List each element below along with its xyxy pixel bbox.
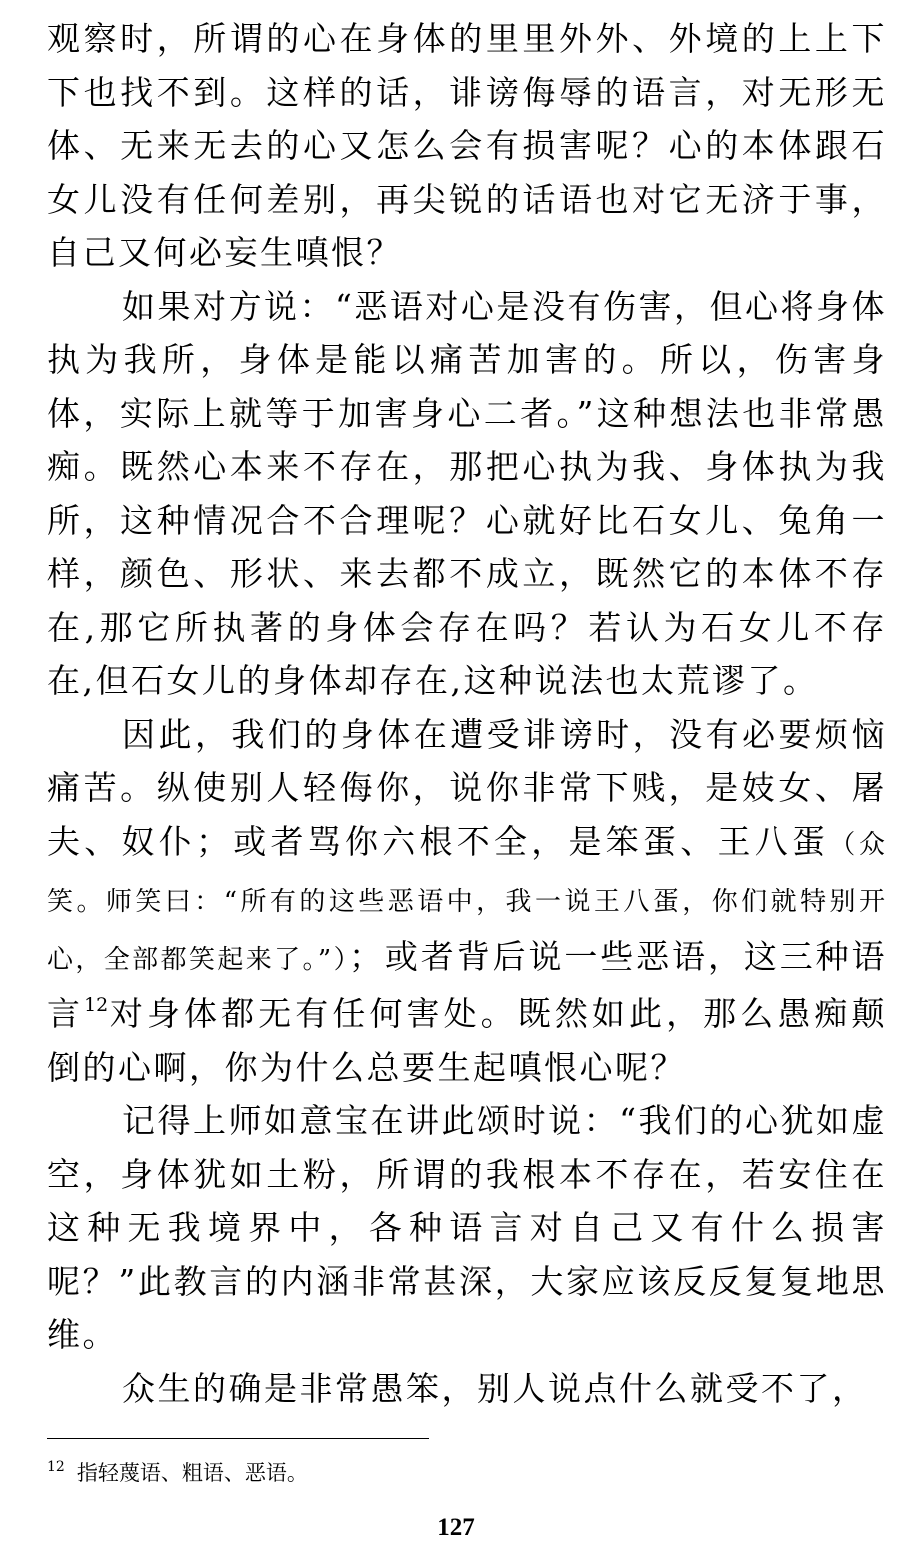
page-number: 127 — [437, 1514, 475, 1541]
paragraph-3-text-end: 对身体都无有任何害处。既然如此，那么愚痴颠倒的心啊，你为什么总要生起嗔恨心呢？ — [47, 994, 888, 1087]
footnote-reference[interactable]: 12 — [84, 994, 109, 1016]
paragraph-5: 众生的确是非常愚笨，别人说点什么就受不了， — [122, 1368, 868, 1408]
paragraph-2: 如果对方说：“恶语对心是没有伤害，但心将身体执为我所，身体是能以痛苦加害的。所以，伤害身体，实际上就等于加害身心二者。”这种想法也非常愚痴。既然心本来不存在，那把心执为我、身体执为我所，这种情况合不合理呢？心就好比石女儿、兔角一样，颜色、形状、来去都不成立，既然它的本体不存在,那它所执著的身体会存在吗？若认为石女儿不存在,但石女儿的身体却存在,这种说法也太荒谬了。 — [47, 286, 887, 700]
audience-note: （众笑。师笑曰：“所有的这些恶语中，我一说王八蛋，你们就特别开心，全部都笑起来了。”） — [47, 829, 887, 975]
footnote-mark: 12 — [47, 1459, 65, 1475]
footnote-text: 指轻蔑语、粗语、恶语。 — [76, 1461, 308, 1485]
paragraph-1: 观察时，所谓的心在身体的里里外外、外境的上上下下也找不到。这样的话，诽谤侮辱的语言，对无形无体、无来无去的心又怎么会有损害呢？心的本体跟石女儿没有任何差别，再尖锐的话语也对它无济于事，自己又何必妄生嗔恨？ — [47, 19, 887, 272]
footnote — [47, 1459, 308, 1487]
paragraph-3 — [47, 708, 887, 1095]
paragraph-3-text-start: 因此，我们的身体在遭受诽谤时，没有必要烦恼痛苦。纵使别人轻侮你，说你非常下贱，是妓女、屠夫、奴仆；或者骂你六根不全，是笨蛋、王八蛋 — [47, 714, 887, 861]
body-text — [47, 12, 887, 1415]
footnote-divider — [47, 1438, 429, 1439]
paragraph-4: 记得上师如意宝在讲此颂时说：“我们的心犹如虚空，身体犹如土粉，所谓的我根本不存在，若安住在这种无我境界中，各种语言对自己又有什么损害呢？”此教言的内涵非常甚深，大家应该反反复复地思维。 — [47, 1101, 887, 1354]
paragraph-3-text-middle: ；或者背后说一些恶语，这三种语言 — [47, 936, 888, 1033]
